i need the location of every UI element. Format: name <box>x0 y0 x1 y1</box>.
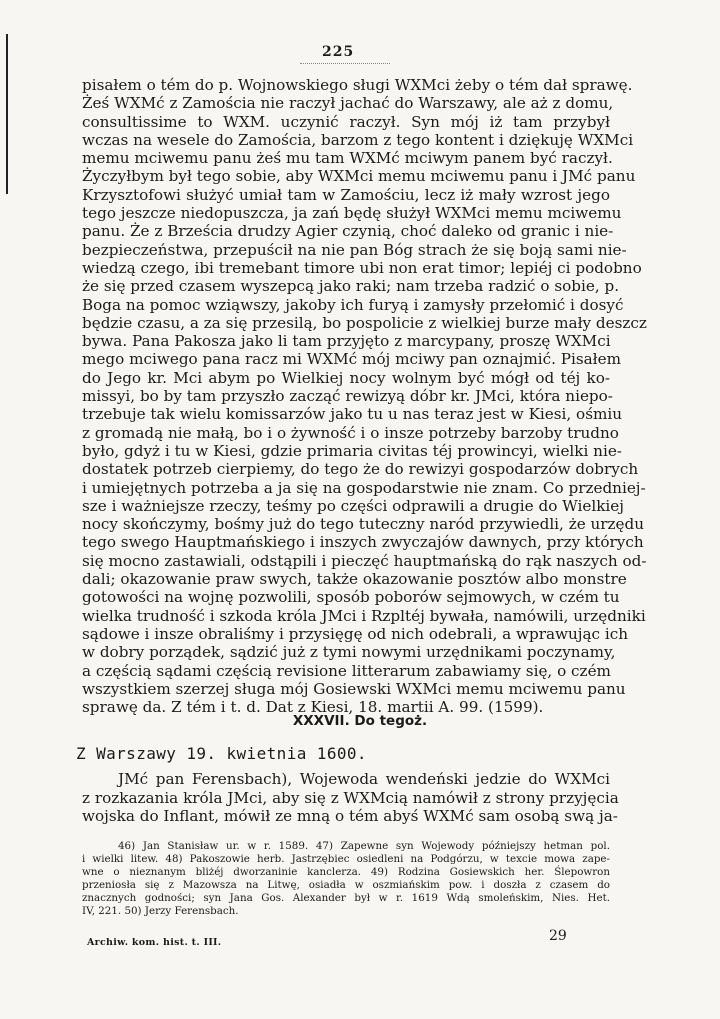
body-line: dali; okazowanie praw swych, także okazowanie posztów albo monstre <box>82 570 627 589</box>
body-line: że się przed czasem wyszepcą jako raki; nam trzeba radzić o sobie, p. <box>82 277 620 296</box>
body-line: trzebuje tak wielu komissarzów jako tu u nas teraz jest w Kiesi, ośmiu <box>82 405 623 424</box>
footnote-line: przeniosła się z Mazowsza na Litwę, osiadła w oszmiańskim pow. i doszła z czasem do <box>82 879 610 891</box>
letter-line: wojska do Inflant, mówił ze mną o tém abyś WXMć sam osobą swą ja- <box>82 807 618 825</box>
letter-text <box>82 770 619 826</box>
body-text <box>82 76 647 717</box>
body-line: Żeś WXMć z Zamościa nie raczył jachać do Warszawy, ale aż z domu, <box>82 94 614 113</box>
letter-line: JMć pan Ferensbach), Wojewoda wendeński jedzie do WXMci <box>118 770 610 788</box>
body-line: consultissime to WXM. uczynić raczył. Syn mój iż tam przybył <box>82 112 610 131</box>
body-line: bezpieczeństwa, przepuścił na nie pan Bóg strach że się boją sami nie- <box>82 240 627 259</box>
body-line: sądowe i insze obraliśmy i przysięgę od nich odebrali, a wprawując ich <box>82 624 629 643</box>
page-number-rule <box>300 63 390 64</box>
body-line: a częścią sądami częścią revisione litterarum zabawiamy się, o czém <box>82 661 611 680</box>
footnotes <box>82 840 610 918</box>
body-line: się mocno zastawiali, odstąpili i pieczęć hauptmańską do rąk naszych od- <box>82 551 647 570</box>
body-line: pisałem o tém do p. Wojnowskiego sługi WXMci żeby o tém dał sprawę. <box>82 76 633 94</box>
body-line: tego swego Hauptmańskiego i inszych zwyczajów dawnych, przy których <box>82 533 644 552</box>
page-number: 225 <box>322 44 355 60</box>
body-line: wszystkiem szerzej sługa mój Gosiewski WXMci memu mciwemu panu <box>82 679 626 698</box>
body-line: Boga na pomoc wziąwszy, jakoby ich furyą i zamysły przełomić i dosyć <box>82 295 624 314</box>
body-line: było, gdyż i tu w Kiesi, gdzie primaria civitas téj prowincyi, wielki nie- <box>82 441 622 460</box>
letter-heading: XXXVII. Do tegoż. <box>292 713 428 729</box>
body-line: wczas na wesele do Zamościa, barzom z tego kontent i dziękuję WXMci <box>82 130 634 149</box>
body-line: Krzysztofowi służyć umiał tam w Zamościu, lecz iż mały wzrost jego <box>82 185 610 204</box>
body-line: dostatek potrzeb cierpiemy, do tego że do rewizyi gospodarzów dobrych <box>82 460 639 479</box>
left-margin-rule <box>6 34 8 194</box>
body-line: z gromadą nie małą, bo i o żywność i o insze potrzeby barzoby trudno <box>82 423 619 442</box>
body-line: sprawę da. Z tém i t. d. Dat z Kiesi, 18. martii A. 99. (1599). <box>82 698 544 717</box>
body-line: bywa. Pana Pakosza jako li tam przyjęto z marcypany, proszę WXMci <box>82 332 611 351</box>
letter-date: Z Warszawy 19. kwietnia 1600. <box>76 744 367 763</box>
body-line: panu. Że z Brześcia drudzy Agier czynią, choć daleko od granic i nie- <box>82 222 614 241</box>
body-line: Życzyłbym był tego sobie, aby WXMci memu mciwemu panu i JMć panu <box>82 167 636 186</box>
folio-number: 29 <box>549 928 567 944</box>
body-line: nocy skończymy, bośmy już do tego tuteczny naród przywiedli, że urzędu <box>82 515 645 534</box>
body-line: missyi, bo by tam przyszło zacząć rewizyą dóbr kr. JMci, która niepo- <box>82 387 613 406</box>
body-line: memu mciwemu panu żeś mu tam WXMć mciwym panem być raczył. <box>82 149 613 168</box>
body-line: w dobry porządek, sądzić już z tymi nowymi urzędnikami poczynamy, <box>82 643 616 662</box>
body-line: wiedzą czego, ibi tremebant timore ubi non erat timor; lepiéj ci podobno <box>82 258 642 277</box>
footnote-line: wne o nieznanym bliżéj dworzaninie kanclerza. 49) Rodzina Gosiewskich her. Ślepowron <box>82 866 610 878</box>
footnote-line: i wielki litew. 48) Pakoszowie herb. Jastrzębiec osiedleni na Podgórzu, w texcie mowa zape- <box>82 853 610 865</box>
footnote-line: znacznych godności; syn Jana Gos. Alexander był w r. 1619 Wdą smoleńskim, Nies. Het. <box>82 892 610 904</box>
footnote-line: IV, 221. 50) Jerzy Ferensbach. <box>82 905 239 917</box>
body-line: sze i ważniejsze rzeczy, teśmy po części odprawili a drugie do Wielkiej <box>82 496 624 515</box>
signature-mark: Archiw. kom. hist. t. III. <box>87 937 222 948</box>
body-line: będzie czasu, a za się przesilą, bo pospolicie z wielkiej burze mały deszcz <box>82 313 647 332</box>
body-line: tego jeszcze niedopuszcza, ja zań będę służył WXMci memu mciwemu <box>82 204 622 223</box>
footnote-line: 46) Jan Stanisław ur. w r. 1589. 47) Zapewne syn Wojewody późniejszy hetman pol. <box>118 840 610 852</box>
body-line: gotowości na wojnę pozwolili, sposób poborów sejmowych, w czém tu <box>82 588 620 607</box>
body-line: i umiejętnych potrzeba a ja się na gospodarstwie nie znam. Co przedniej- <box>82 478 646 497</box>
body-line: mego mciwego pana racz mi WXMć mój mciwy pan oznajmić. Pisałem <box>82 350 622 369</box>
body-line: wielka trudność i szkoda króla JMci i Rzpltéj bywała, namówili, urzędniki <box>82 606 646 625</box>
body-line: do Jego kr. Mci abym po Wielkiej nocy wolnym być mógł od téj ko- <box>82 368 610 387</box>
letter-line: z rozkazania króla JMci, aby się z WXMcią namówił z strony przyjęcia <box>82 788 619 807</box>
